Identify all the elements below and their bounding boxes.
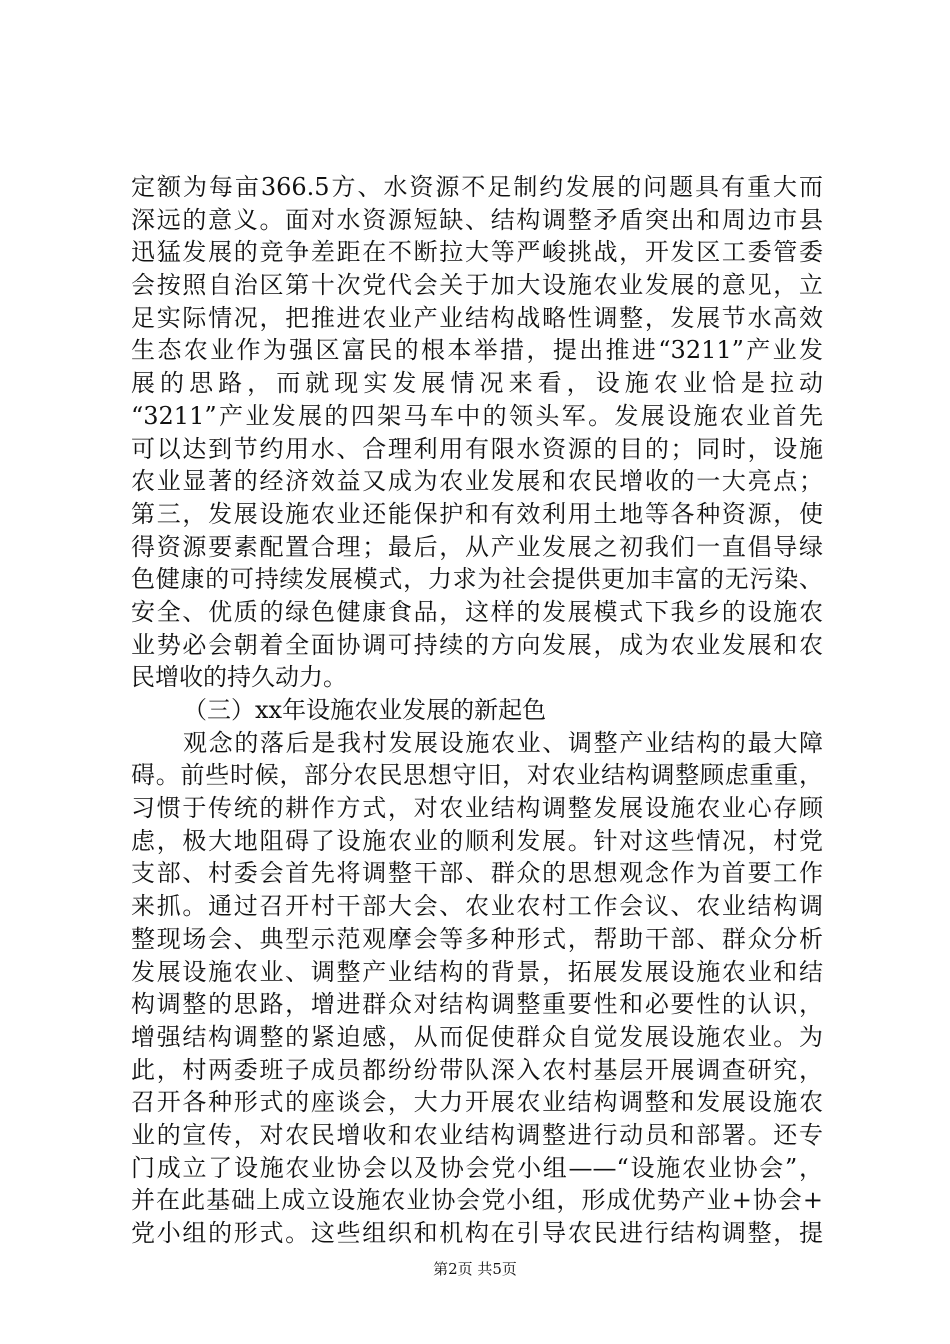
text-line: 观念的落后是我村发展设施农业、调整产业结构的最大障 bbox=[183, 728, 823, 757]
text-line: 会按照自治区第十次党代会关于加大设施农业发展的意见，立 bbox=[131, 271, 823, 300]
text-line: 习惯于传统的耕作方式，对农业结构调整发展设施农业心存顾 bbox=[131, 794, 823, 823]
text-line: “3211”产业发展的四架马车中的领头军。发展设施农业首先 bbox=[131, 401, 823, 430]
text-line: 足实际情况，把推进农业产业结构战略性调整，发展节水高效 bbox=[131, 303, 823, 332]
text-line: 深远的意义。面对水资源短缺、结构调整矛盾突出和周边市县 bbox=[131, 205, 823, 234]
text-line: 得资源要素配置合理；最后，从产业发展之初我们一直倡导绿 bbox=[131, 532, 823, 561]
text-line: 农业显著的经济效益又成为农业发展和农民增收的一大亮点； bbox=[131, 467, 823, 496]
text-line: 构调整的思路，增进群众对结构调整重要性和必要性的认识， bbox=[131, 990, 823, 1019]
text-line: 党小组的形式。这些组织和机构在引导农民进行结构调整，提 bbox=[131, 1219, 823, 1247]
text-line: 碍。前些时候，部分农民思想守旧，对农业结构调整顾虑重重， bbox=[131, 761, 823, 790]
text-line: 第三，发展设施农业还能保护和有效利用土地等各种资源，使 bbox=[131, 499, 823, 528]
text-line: 整现场会、典型示范观摩会等多种形式，帮助干部、群众分析 bbox=[131, 924, 823, 953]
page-number-label: 第2页 共5页 bbox=[433, 1260, 517, 1278]
text-line: 民增收的持久动力。 bbox=[131, 663, 347, 692]
text-line: 门成立了设施农业协会以及协会党小组——“设施农业协会”， bbox=[131, 1153, 823, 1182]
text-line: 生态农业作为强区富民的根本举措，提出推进“3211”产业发 bbox=[131, 336, 823, 365]
text-line: 色健康的可持续发展模式，力求为社会提供更加丰富的无污染、 bbox=[131, 565, 823, 594]
text-line: 增强结构调整的紧迫感，从而促使群众自觉发展设施农业。为 bbox=[131, 1022, 823, 1051]
section-heading: （三）xx年设施农业发展的新起色 bbox=[183, 696, 547, 724]
page-footer bbox=[0, 1259, 950, 1279]
text-line: 展的思路，而就现实发展情况来看，设施农业恰是拉动 bbox=[131, 369, 823, 398]
text-line: 安全、优质的绿色健康食品，这样的发展模式下我乡的设施农 bbox=[131, 597, 823, 626]
text-line: 虑，极大地阻碍了设施农业的顺利发展。针对这些情况，村党 bbox=[131, 826, 823, 855]
text-line: 迅猛发展的竞争差距在不断拉大等严峻挑战，开发区工委管委 bbox=[131, 238, 823, 267]
body-text bbox=[131, 171, 823, 1250]
text-line: 支部、村委会首先将调整干部、群众的思想观念作为首要工作 bbox=[131, 859, 823, 888]
text-line: 召开各种形式的座谈会，大力开展农业结构调整和发展设施农 bbox=[131, 1088, 823, 1117]
text-line: 定额为每亩366.5方、水资源不足制约发展的问题具有重大而 bbox=[131, 173, 823, 201]
text-line: 业的宣传，对农民增收和农业结构调整进行动员和部署。还专 bbox=[131, 1120, 823, 1149]
text-line: 业势必会朝着全面协调可持续的方向发展，成为农业发展和农 bbox=[131, 630, 823, 659]
text-line: 可以达到节约用水、合理利用有限水资源的目的；同时，设施 bbox=[131, 434, 823, 463]
text-line: 来抓。通过召开村干部大会、农业农村工作会议、农业结构调 bbox=[131, 892, 823, 921]
text-line: 并在此基础上成立设施农业协会党小组，形成优势产业+协会+ bbox=[131, 1186, 823, 1215]
text-line: 此，村两委班子成员都纷纷带队深入农村基层开展调查研究， bbox=[131, 1055, 823, 1084]
text-line: 发展设施农业、调整产业结构的背景，拓展发展设施农业和结 bbox=[131, 957, 823, 986]
